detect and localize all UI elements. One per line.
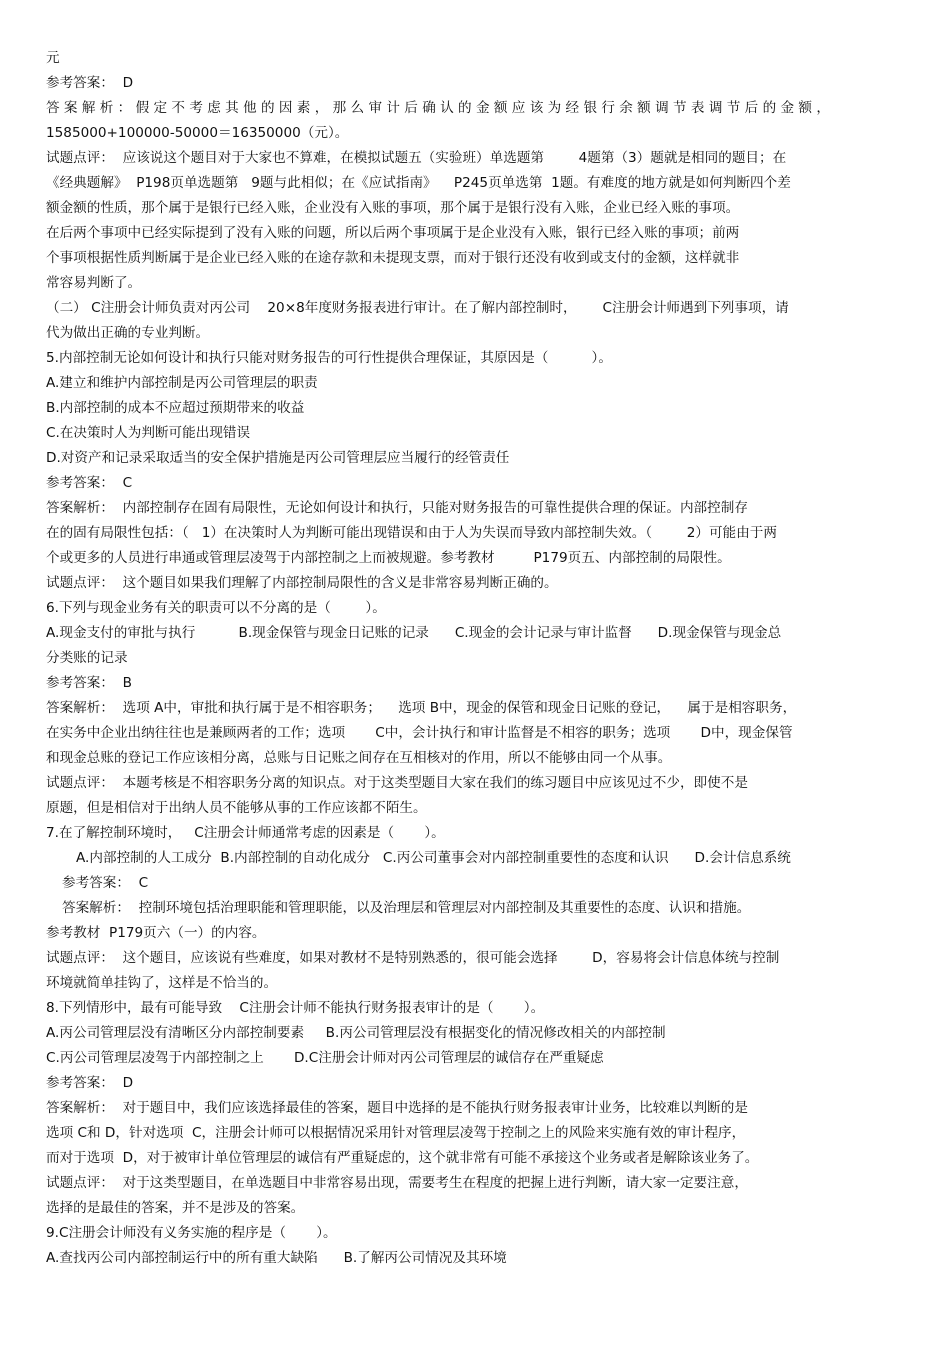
option-b: B.内部控制的成本不应超过预期带来的收益	[46, 400, 305, 416]
text-line: 选项 C和 D，针对选项 C，注册会计师可以根据情况采用针对管理层凌驾于控制之上的风险来实施有效的审计程序，	[46, 1125, 746, 1141]
comment-line: 试题点评： 对于这类型题目，在单选题目中非常容易出现，需要考生在程度的把握上进行判断，请大家一定要注意，	[46, 1175, 748, 1191]
text-line: 常容易判断了。	[46, 275, 142, 291]
text-line: 代为做出正确的专业判断。	[46, 325, 210, 341]
text-line: 环境就简单挂钩了，这样是不恰当的。	[46, 975, 278, 991]
analysis-line: 答案解析： 内部控制存在固有局限性，无论如何设计和执行，只能对财务报告的可靠性提供合理的保证。内部控制存	[46, 500, 748, 516]
comment-line: 试题点评： 这个题目，应该说有些难度，如果对教材不是特别熟悉的，很可能会选择 D，容易将会计信息体统与控制	[46, 950, 780, 966]
question-5: 5.内部控制无论如何设计和执行只能对财务报告的可行性提供合理保证，其原因是（ ）。	[46, 350, 612, 366]
text-line: 额金额的性质，那个属于是银行已经入账，企业没有入账的事项，那个属于是银行没有入账，企业已经入账的事项。	[46, 200, 740, 216]
text-line: 选择的是最佳的答案，并不是涉及的答案。	[46, 1200, 305, 1216]
text-line: 《经典题解》 P198页单选题第 9题与此相似；在《应试指南》 P245页单选第 1题。有难度的地方就是如何判断四个差	[46, 175, 791, 191]
comment-line: 试题点评： 本题考核是不相容职务分离的知识点。对于这类型题目大家在我们的练习题目中应该见过不少，即使不是	[46, 775, 748, 791]
options-line: A.现金支付的审批与执行 B.现金保管与现金日记账的记录 C.现金的会计记录与审计监督 D.现金保管与现金总	[46, 625, 782, 641]
text-line: 参考教材 P179页六（一）的内容。	[46, 925, 266, 941]
options-line: C.丙公司管理层凌驾于内部控制之上 D.C注册会计师对丙公司管理层的诚信存在严重疑虑	[46, 1050, 604, 1066]
options-line: A.查找丙公司内部控制运行中的所有重大缺陷 B.了解丙公司情况及其环境	[46, 1250, 507, 1266]
question-9: 9.C注册会计师没有义务实施的程序是（ ）。	[46, 1225, 337, 1241]
analysis-line: 答案解析： 选项 A中，审批和执行属于是不相容职务； 选项 B中，现金的保管和现金日记账的登记， 属于是相容职务，	[46, 700, 797, 716]
text-line: 在后两个事项中已经实际提到了没有入账的问题，所以后两个事项属于是企业没有入账，银行已经入账的事项；前两	[46, 225, 740, 241]
options-line: A.丙公司管理层没有清晰区分内部控制要素 B.丙公司管理层没有根据变化的情况修改相关的内部控制	[46, 1025, 666, 1041]
question-6: 6.下列与现金业务有关的职责可以不分离的是（ ）。	[46, 600, 386, 616]
text-line: 分类账的记录	[46, 650, 128, 666]
question-8: 8.下列情形中，最有可能导致 C注册会计师不能执行财务报表审计的是（ ）。	[46, 1000, 545, 1016]
answer-line: 参考答案： C	[62, 875, 149, 891]
answer-line: 参考答案： C	[46, 475, 133, 491]
option-d: D.对资产和记录采取适当的安全保护措施是丙公司管理层应当履行的经管责任	[46, 450, 510, 466]
text-line: 而对于选项 D，对于被审计单位管理层的诚信有严重疑虑的，这个就非常有可能不承接这个业务或者是解除该业务了。	[46, 1150, 759, 1166]
analysis-line: 答案解析： 对于题目中，我们应该选择最佳的答案，题目中选择的是不能执行财务报表审计业务，比较难以判断的是	[46, 1100, 748, 1116]
option-a: A.建立和维护内部控制是丙公司管理层的职责	[46, 375, 318, 391]
answer-line: 参考答案： B	[46, 675, 132, 691]
analysis-line: 答 案 解 析 ： 假 定 不 考 虑 其 他 的 因 素 ， 那 么 审 计 后 确 认 的 金 额 应 该 为 经 银 行 余 额 调 节 表 调 节 后 的 金 额 ，	[46, 100, 830, 116]
text-line: 和现金总账的登记工作应该相分离，总账与日记账之间存在互相核对的作用，所以不能够由同一个从事。	[46, 750, 672, 766]
text-line: 在实务中企业出纳往往也是兼顾两者的工作；选项 C中，会计执行和审计监督是不相容的职务；选项 D中，现金保管	[46, 725, 793, 741]
options-line: A.内部控制的人工成分 B.内部控制的自动化成分 C.丙公司董事会对内部控制重要性的态度和认识 D.会计信息系统	[76, 850, 791, 866]
text-line: 在的固有局限性包括：（ 1）在决策时人为判断可能出现错误和由于人为失误而导致内部控制失效。（ 2）可能由于两	[46, 525, 777, 541]
text-line: 原题，但是相信对于出纳人员不能够从事的工作应该都不陌生。	[46, 800, 427, 816]
text-line: 1585000+100000-50000＝16350000（元）。	[46, 125, 349, 141]
question-7: 7.在了解控制环境时， C注册会计师通常考虑的因素是（ ）。	[46, 825, 445, 841]
answer-line: 参考答案： D	[46, 75, 134, 91]
option-c: C.在决策时人为判断可能出现错误	[46, 425, 251, 441]
section-heading: （二） C注册会计师负责对丙公司 20×8年度财务报表进行审计。在了解内部控制时， C注册会计师遇到下列事项，请	[46, 300, 789, 316]
text-line: 个或更多的人员进行串通或管理层凌驾于内部控制之上而被规避。参考教材 P179页五、内部控制的局限性。	[46, 550, 731, 566]
comment-line: 试题点评： 应该说这个题目对于大家也不算难，在模拟试题五（实验班）单选题第 4题第（3）题就是相同的题目；在	[46, 150, 787, 166]
text-line: 元	[46, 50, 60, 66]
answer-line: 参考答案： D	[46, 1075, 134, 1091]
comment-line: 试题点评： 这个题目如果我们理解了内部控制局限性的含义是非常容易判断正确的。	[46, 575, 558, 591]
text-line: 个事项根据性质判断属于是企业已经入账的在途存款和未提现支票，而对于银行还没有收到或支付的金额，这样就非	[46, 250, 740, 266]
analysis-line: 答案解析： 控制环境包括治理职能和管理职能，以及治理层和管理层对内部控制及其重要性的态度、认识和措施。	[62, 900, 751, 916]
